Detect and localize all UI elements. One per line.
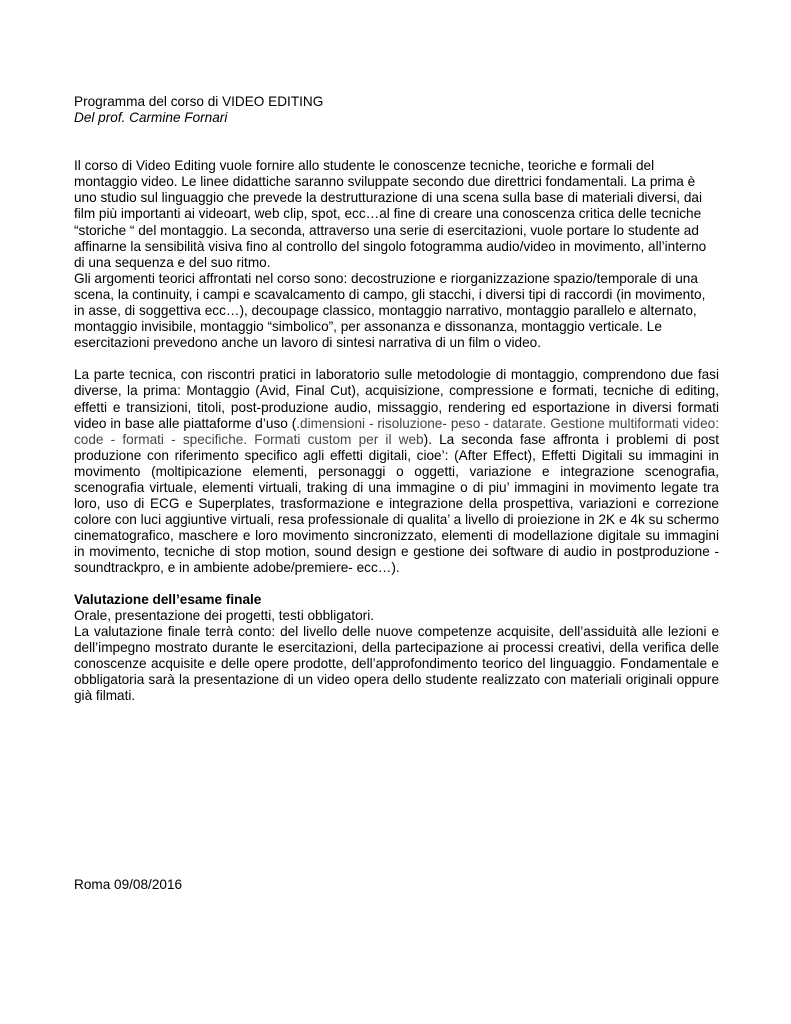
evaluation-paragraph: La valutazione finale terrà conto: del livello delle nuove competenze acquisite, dell’assiduità alle lezioni e dell’impegno mostrato durante le esercitazioni, della partecipazione ai processi creativi, della verifica delle conoscenze acquisite e delle opere prodotte, dell’approfondimento teorico del linguaggio. Fondamentale e obbligatoria sarà la presentazione di un video opera dello studente realizzato con materiali originali oppure già filmati. — [74, 623, 719, 704]
evaluation-heading: Valutazione dell’esame finale — [74, 591, 262, 607]
technical-text-formats: .dimensioni - risoluzione- peso - datarate. Gestione multiformati video: code - formati - specifiche. Formati custom per il web — [74, 415, 719, 447]
topics-paragraph: Gli argomenti teorici affrontati nel corso sono: decostruzione e riorganizzazione spazio/temporale di una scena, la continuity, i campi e scavalcamento di campo, gli stacchi, i diversi tipi di raccordi (in movimento, in asse, di soggettiva ecc…), decoupage classico, montaggio narrativo, montaggio parallelo e alternato, montaggio invisibile, montaggio “simbolico”, per assonanza e dissonanza, montaggio verticale. Le esercitazioni prevedono anche un lavoro di sintesi narrativa di un film o video. — [74, 270, 706, 351]
evaluation-line: Orale, presentazione dei progetti, testi obbligatori. — [74, 607, 374, 623]
place-date: Roma 09/08/2016 — [74, 877, 183, 892]
technical-text-part1: La parte tecnica, con riscontri pratici in laboratorio sulle metodologie di montaggio, comprendono due fasi diverse, la prima: Montaggio (Avid, Final Cut), acquisizione, compressione e formati, tecniche di editing, effetti e transizioni, titoli, post-produzione audio, missaggio, rendering ed esportazione in diversi formati video in base alle piattaforme d’uso ( — [74, 367, 719, 431]
spacer — [74, 126, 719, 158]
technical-paragraph — [74, 367, 719, 576]
spacer — [74, 577, 719, 592]
spacer — [74, 351, 719, 367]
document-title: Programma del corso di VIDEO EDITING — [74, 94, 324, 109]
document-body — [74, 94, 719, 704]
technical-text-part3: ). La seconda fase affronta i problemi di post produzione con riferimento specifico agli effetti digitali, cioe’: (After Effect), Effetti Digitali su immagini in movimento (moltipicazione elementi, personaggi o oggetti, variazione e integrazione scenografia, scenografia virtuale, elementi virtuali, traking di una immagine o di piu’ immagini in movimento legate tra loro, uso di ECG e Superplates, trasformazione e integrazione della prospettiva, variazioni e correzione colore con luci aggiuntive virtuali, resa professionale di qualita’ a livello di proiezione in 2K e 4k su schermo cinematografico, maschere e loro movimento sincronizzato, elementi di modellazione digitale su immagini in movimento, tecniche di stop motion, sound design e gestione dei software di audio in postproduzione -soundtrackpro, e in ambiente adobe/premiere- ecc…). — [74, 431, 719, 576]
intro-paragraph: Il corso di Video Editing vuole fornire allo studente le conoscenze tecniche, teoriche e formali del montaggio video. Le linee didattiche saranno sviluppate secondo due direttrici fondamentali. La prima è uno studio sul linguaggio che prevede la destrutturazione di una scena sulla base di materiali diversi, dai film più importanti ai videoart, web clip, spot, ecc…al fine di creare una conoscenza critica delle tecniche “storiche “ del montaggio. La seconda, attraverso una serie di esercitazioni, vuole portare lo studente ad affinarne la sensibilità visiva fino al controllo del singolo fotogramma audio/video in movimento, all’interno di una sequenza e del suo ritmo. — [74, 158, 707, 270]
document-author: Del prof. Carmine Fornari — [74, 110, 228, 126]
